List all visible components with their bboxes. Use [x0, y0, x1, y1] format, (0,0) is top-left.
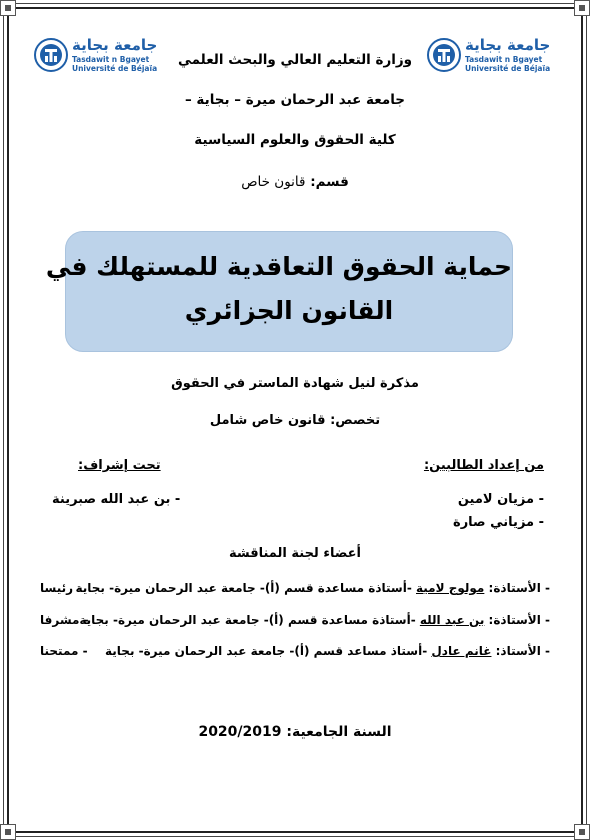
- thesis-title-line2: القانون الجزائري: [184, 296, 394, 325]
- jury-heading: أعضاء لجنة المناقشة: [228, 546, 362, 561]
- logo-latin-line1: Tasdawit n Bgayet: [72, 55, 150, 64]
- jury-member-role: - ممتحنا: [40, 644, 88, 658]
- logo-arabic-text: جامعة بجاية: [72, 36, 158, 54]
- faculty-name: كلية الحقوق والعلوم السياسية: [194, 132, 396, 148]
- department-line: [0, 174, 590, 190]
- jury-member-description: [79, 613, 550, 627]
- logo-latin-line2: Université de Béjaïa: [465, 64, 551, 73]
- department-value: قانون خاص: [241, 174, 306, 190]
- logo-latin-line2: Université de Béjaïa: [72, 64, 158, 73]
- corner-ornament: [574, 0, 590, 16]
- jury-member-name: بن عبد الله: [419, 613, 485, 627]
- jury-member-description: [105, 644, 550, 658]
- jury-member-description: [75, 581, 550, 595]
- thesis-title-line1: حماية الحقوق التعاقدية للمستهلك في: [45, 252, 512, 281]
- corner-ornament: [574, 824, 590, 840]
- jury-member-prefix: - الأستاذة:: [484, 581, 550, 595]
- jury-member-row: [40, 644, 550, 662]
- corner-ornament: [0, 824, 16, 840]
- university-name: جامعة عبد الرحمان ميرة – بجاية –: [184, 92, 406, 108]
- jury-member-prefix: - الأستاذ:: [491, 644, 550, 658]
- students-heading: من إعداد الطالبين:: [423, 458, 544, 473]
- memoir-purpose: مذكرة لنيل شهادة الماستر في الحقوق: [171, 376, 419, 391]
- jury-member-role: - رئيسا: [40, 581, 83, 595]
- student-name: - مزياني صارة: [453, 515, 544, 530]
- academic-year-line: [0, 724, 590, 740]
- jury-member-row: [40, 581, 550, 599]
- supervision-heading: تحت إشراف:: [78, 458, 161, 473]
- ministry-name: وزارة التعليم العالي والبحث العلمي: [177, 52, 413, 68]
- corner-ornament: [0, 0, 16, 16]
- jury-member-prefix: - الأستاذة:: [484, 613, 550, 627]
- supervisor-name: - بن عبد الله صبرينة: [52, 492, 181, 507]
- specialty-label: تخصص:: [330, 413, 381, 428]
- thesis-title-box: [45, 231, 513, 352]
- jury-member-name: مولوج لامية: [416, 581, 485, 595]
- student-name: - مزيان لامين: [457, 492, 544, 507]
- academic-year-label: السنة الجامعية:: [286, 724, 392, 740]
- jury-member-row: [40, 613, 550, 631]
- jury-member-name: غانم عادل: [431, 644, 492, 658]
- specialty-value: قانون خاص شامل: [209, 413, 326, 428]
- logo-arabic-text: جامعة بجاية: [465, 36, 551, 54]
- jury-member-details: -أستاذة مساعدة قسم (أ)- جامعة عبد الرحمان ميرة- بجاية: [79, 613, 420, 627]
- jury-member-details: -أستاذة مساعدة قسم (أ)- جامعة عبد الرحمان ميرة- بجاية: [75, 581, 416, 595]
- department-label: قسم:: [310, 174, 349, 190]
- jury-member-role: - مشرفا: [40, 613, 89, 627]
- specialty-line: [0, 413, 590, 428]
- academic-year-value: 2020/2019: [198, 724, 282, 740]
- logo-latin-line1: Tasdawit n Bgayet: [465, 55, 543, 64]
- jury-member-details: -أستاذ مساعد قسم (أ)- جامعة عبد الرحمان ميرة- بجاية: [105, 644, 432, 658]
